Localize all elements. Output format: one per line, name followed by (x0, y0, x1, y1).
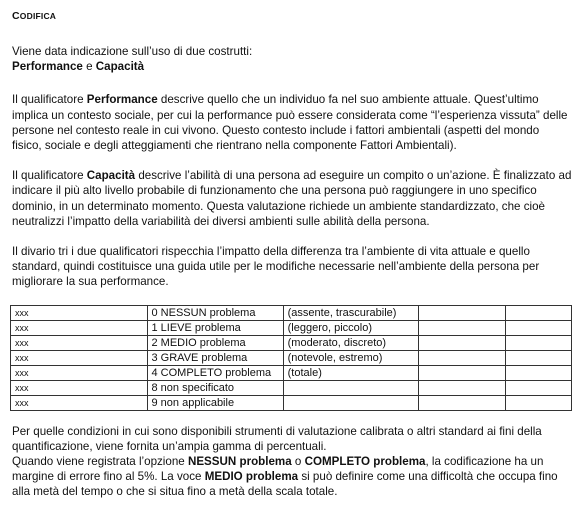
capacita-pre: Il qualificatore (12, 169, 87, 183)
empty-cell (418, 380, 505, 395)
level-cell: 8 non specificato (147, 380, 283, 395)
divario-paragraph: Il divario tri i due qualificatori rispecchia l’impatto della differenza tra l’ambiente di vita attuale e quello standard, quindi costituisce una guida utile per le modifiche necessarie nell’ambiente della persona per migliorare la sua performance. (12, 245, 540, 289)
empty-cell (418, 320, 505, 335)
level-cell: 4 COMPLETO problema (147, 365, 283, 380)
heading-rest: ODIFICA (19, 11, 57, 21)
code-cell: xxx (11, 380, 148, 395)
empty-cell (505, 395, 571, 410)
performance-paragraph (12, 92, 572, 153)
empty-cell (418, 365, 505, 380)
description-cell (283, 380, 418, 395)
level-cell: 0 NESSUN problema (147, 305, 283, 320)
table-row (11, 350, 572, 365)
empty-cell (505, 305, 571, 320)
capacita-paragraph (12, 168, 572, 229)
description-cell: (assente, trascurabile) (283, 305, 418, 320)
section-heading (12, 10, 572, 22)
after-text-2b: o (291, 455, 305, 469)
after-text-2c: , la codificazione ha un margine di errore fino al 5%. La voce (12, 455, 544, 484)
code-cell: xxx (11, 350, 148, 365)
code-cell: xxx (11, 305, 148, 320)
empty-cell (418, 305, 505, 320)
table-row (11, 305, 572, 320)
performance-pre: Il qualificatore (12, 93, 87, 107)
level-cell: 2 MEDIO problema (147, 335, 283, 350)
intro-capacita: Capacità (95, 60, 145, 74)
performance-text: descrive quello che un individuo fa nel suo ambiente attuale. Quest’ultimo implica un contesto sociale, per cui la performance può essere considerata come “l’esperienza vissuta” delle persone nel contesto reale in cui vivono. Questo contesto include i fattori ambientali (aspetti del mondo fisico, sociale e degli atteggiamenti che rientrano nella componente Fattori Ambientali). (12, 93, 568, 153)
completo-term: COMPLETO problema (304, 455, 426, 469)
empty-cell (418, 395, 505, 410)
empty-cell (418, 350, 505, 365)
empty-cell (505, 380, 571, 395)
description-cell: (notevole, estremo) (283, 350, 418, 365)
empty-cell (418, 335, 505, 350)
after-text-1: Per quelle condizioni in cui sono disponibili strumenti di valutazione calibrata o altri standard ai fini della quantificazione, viene fornita un’ampia gamma di percentuali. (12, 424, 542, 453)
table-row (11, 335, 572, 350)
code-cell: xxx (11, 395, 148, 410)
code-cell: xxx (11, 335, 148, 350)
level-cell: 1 LIEVE problema (147, 320, 283, 335)
qualifier-table-body (11, 305, 572, 410)
intro-connector: e (82, 60, 96, 74)
capacita-text: descrive l’abilità di una persona ad eseguire un compito o un’azione. È finalizzato ad indicare il più alto livello probabile di funzionamento che una persona può raggiungere in uno specifico dominio, in un determinato momento. Questa valutazione richiede un ambiente standardizzato, che cioè neutralizzi l’impatto della variabilità dei diversi ambienti sulle abilità della persona. (12, 169, 572, 228)
empty-cell (505, 335, 571, 350)
intro-paragraph (12, 44, 572, 74)
document-page (12, 10, 572, 500)
after-paragraph (12, 424, 572, 500)
code-cell: xxx (11, 320, 148, 335)
empty-cell (505, 350, 571, 365)
medio-term: MEDIO problema (204, 470, 299, 484)
description-cell (283, 395, 418, 410)
performance-term: Performance (86, 93, 158, 107)
nessun-term: NESSUN problema (187, 455, 292, 469)
qualifier-table (10, 305, 572, 411)
intro-line: Viene data indicazione sull’uso di due costrutti: (12, 45, 253, 58)
after-text-2a: Quando viene registrata l’opzione (12, 455, 188, 469)
description-cell: (leggero, piccolo) (283, 320, 418, 335)
capacita-term: Capacità (86, 169, 136, 183)
code-cell: xxx (11, 365, 148, 380)
table-row (11, 365, 572, 380)
intro-performance: Performance (12, 60, 83, 74)
empty-cell (505, 320, 571, 335)
heading-initial: C (12, 10, 20, 22)
empty-cell (505, 365, 571, 380)
table-row (11, 320, 572, 335)
level-cell: 3 GRAVE problema (147, 350, 283, 365)
table-row (11, 395, 572, 410)
after-text-2d: si può definire come una difficoltà che occupa fino alla metà del tempo o che si situa fino a metà della scala totale. (12, 470, 558, 499)
description-cell: (moderato, discreto) (283, 335, 418, 350)
description-cell: (totale) (283, 365, 418, 380)
level-cell: 9 non applicabile (147, 395, 283, 410)
table-row (11, 380, 572, 395)
